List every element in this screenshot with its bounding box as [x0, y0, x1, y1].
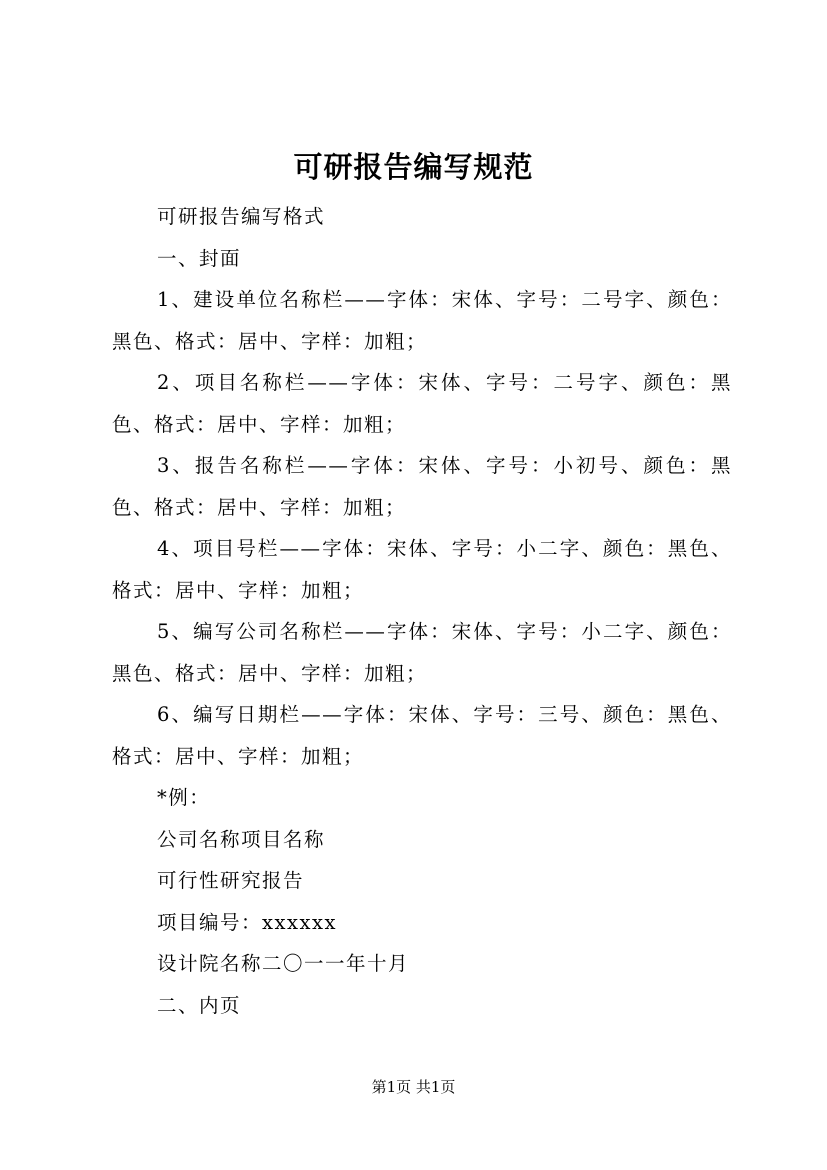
paragraph-item-3: 3、报告名称栏——字体：宋体、字号：小初号、颜色：黑色、格式：居中、字样：加粗； [112, 454, 732, 519]
paragraph-item-5: 5、编写公司名称栏——字体：宋体、字号：小二字、颜色：黑色、格式：居中、字样：加粗； [112, 620, 732, 685]
paragraph-item-2: 2、项目名称栏——字体：宋体、字号：二号字、颜色：黑色、格式：居中、字样：加粗； [112, 371, 732, 436]
paragraph-item-4: 4、项目号栏——字体：宋体、字号：小二字、颜色：黑色、格式：居中、字样：加粗； [112, 537, 732, 602]
paragraph-example-date: 设计院名称二〇一一年十月 [157, 952, 410, 975]
page-footer: 第1页 共1页 [371, 1078, 456, 1096]
paragraph-example-label: *例： [157, 786, 211, 809]
paragraph-item-6: 6、编写日期栏——字体：宋体、字号：三号、颜色：黑色、格式：居中、字样：加粗； [112, 703, 732, 768]
paragraph-example-number: 项目编号：xxxxxx [157, 910, 337, 934]
paragraph-example-company: 公司名称项目名称 [157, 827, 326, 851]
section-heading-inner-pages: 二、内页 [157, 993, 242, 1017]
document-title: 可研报告编写规范 [293, 150, 534, 184]
document-body [112, 196, 732, 1026]
paragraph-format-heading: 可研报告编写格式 [157, 205, 326, 228]
section-heading-cover: 一、封面 [157, 246, 242, 270]
paragraph-item-1: 1、建设单位名称栏——字体：宋体、字号：二号字、颜色：黑色、格式：居中、字样：加粗； [112, 288, 732, 353]
paragraph-example-report: 可行性研究报告 [157, 869, 305, 892]
